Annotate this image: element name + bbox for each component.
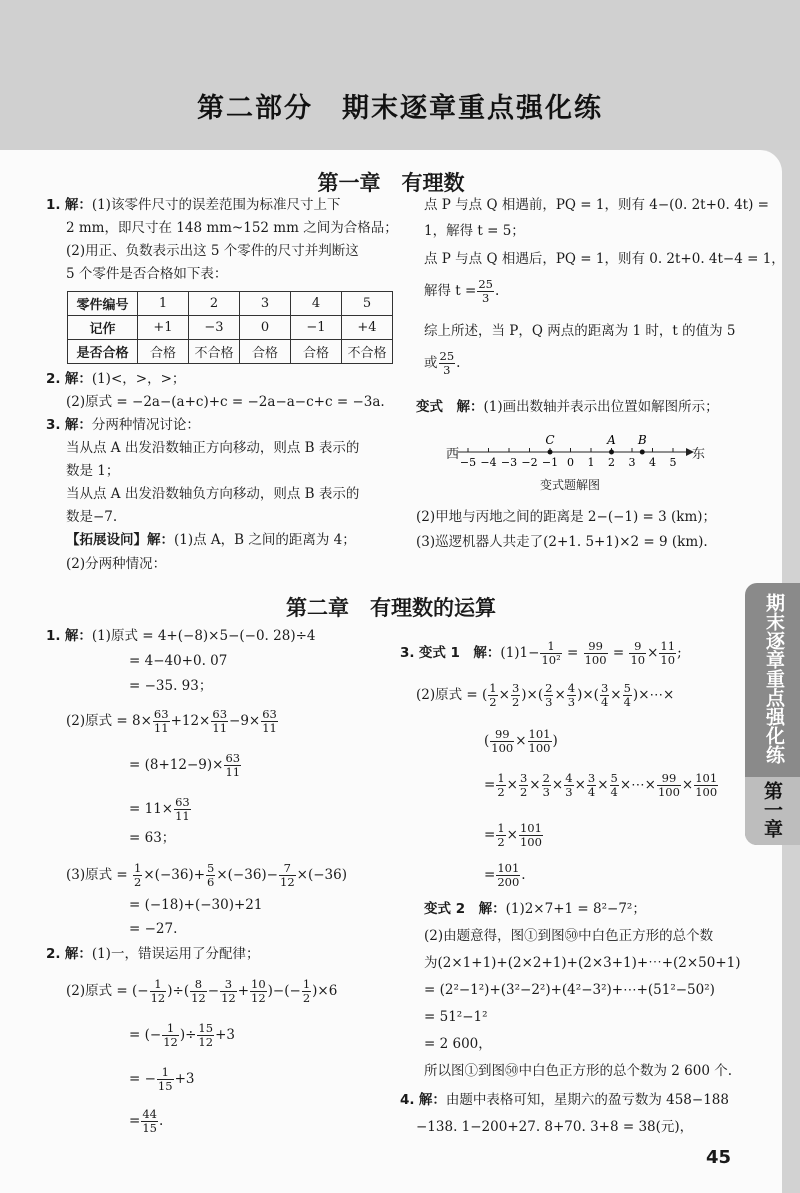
- c2-v2-line-1: 变式 2 解：(1)2×7+1 = 8²−7²；: [424, 901, 646, 917]
- side-tab-label: 期末逐章重点强化练: [763, 593, 785, 764]
- q3-line-4: 当从点 A 出发沿数轴负方向移动，则点 B 表示的: [66, 486, 360, 502]
- c2-q3-line-2: (2)原式 = ( $\frac{1}{2}$ × $\frac{3}{2}$ )×( $\frac{2}{3}$ × $\frac{4}{3}$ )×( $\frac{3}{4}$ × $\frac{5}{4}$ )×⋯×: [416, 681, 675, 709]
- table-cell: 合格: [240, 340, 291, 364]
- tick-label: −1: [541, 456, 559, 469]
- table-cell: 0: [240, 316, 291, 340]
- c2-q2-line-4: = − $\frac{1}{15}$ +3: [129, 1065, 195, 1093]
- c2-q1-line-5: = (8+12−9)× $\frac{63}{11}$: [129, 751, 241, 779]
- parts-table: [67, 291, 393, 364]
- table-row: [68, 316, 393, 340]
- table-cell: −3: [189, 316, 240, 340]
- east-label: 东: [692, 447, 706, 462]
- c2-v2-line-4: = (2²−1²)+(3²−2²)+(4²−3²)+⋯+(51²−50²): [424, 982, 715, 998]
- c2-q3-line-5: = $\frac{1}{2}$ × $\frac{101}{100}$: [484, 821, 542, 849]
- tick-label: 4: [649, 456, 656, 469]
- c2-q3-line-6: = $\frac{101}{200}$ .: [484, 861, 526, 889]
- number-line-figure: [446, 430, 706, 478]
- point-marker: [640, 450, 645, 455]
- tick-label: 3: [628, 456, 636, 469]
- c2-v2-line-5: = 51²−1²: [424, 1009, 488, 1025]
- c2-q2-line-5: = $\frac{44}{15}$ .: [129, 1107, 164, 1135]
- table-cell: 不合格: [342, 340, 393, 364]
- c2-v2-line-6: = 2 600，: [424, 1036, 492, 1052]
- c2-q2-line-2: (2)原式 = (− $\frac{1}{12}$ )÷( $\frac{8}{12}$ − $\frac{3}{12}$ + $\frac{10}{12}$ )−(− $\frac{1}{2}$ )×6: [66, 977, 338, 1005]
- point-label: B: [637, 433, 647, 447]
- c2-q3-line-1: 3. 变式 1 解：(1)1− $\frac{1}{\text{10²}}$ = $\frac{99}{100}$ = $\frac{9}{10}$ × $\frac{11}{10}$ ;: [400, 639, 682, 667]
- c2-q1-line-8: (3)原式 = $\frac{1}{2}$ ×(−36)+ $\frac{5}{6}$ ×(−36)− $\frac{7}{12}$ ×(−36): [66, 861, 347, 889]
- q3-line-2: 当从点 A 出发沿数轴正方向移动，则点 B 表示的: [66, 440, 360, 456]
- c2-q1-line-1: 1. 解：(1)原式 = 4+(−8)×5−(−0. 28)÷4: [46, 628, 316, 644]
- c2-q1-line-3: = −35. 93；: [129, 678, 213, 694]
- table-cell: 1: [138, 292, 189, 316]
- point-marker: [609, 450, 614, 455]
- figure-caption: 变式题解图: [540, 478, 601, 492]
- table-cell: 合格: [138, 340, 189, 364]
- c2-q2-line-3: = (− $\frac{1}{12}$ )÷ $\frac{15}{12}$ +3: [129, 1021, 235, 1049]
- c2-v2-line-2: (2)由题意得，图①到图㊿中白色正方形的总个数: [424, 928, 714, 944]
- variant-line-3: (3)巡逻机器人共走了(2+1. 5+1)×2 = 9 (km).: [416, 534, 708, 550]
- q1-line-4: 5 个零件是否合格如下表：: [66, 266, 228, 282]
- header-banner: [0, 0, 800, 150]
- table-row: [68, 340, 393, 364]
- page-number: 45: [706, 1147, 732, 1168]
- west-label: 西: [446, 447, 460, 462]
- c2-q2-line-1: 2. 解：(1)一，错误运用了分配律；: [46, 946, 260, 962]
- c2-q1-line-9: = (−18)+(−30)+21: [129, 897, 263, 913]
- q3-line-5: 数是−7.: [66, 509, 118, 525]
- r1-line-2: 1，解得 t = 5；: [424, 223, 525, 239]
- side-tab-chapter: 第一章: [745, 777, 800, 845]
- tick-label: 5: [669, 456, 677, 469]
- tick-label: 0: [567, 456, 574, 469]
- table-cell: −1: [291, 316, 342, 340]
- point-label: A: [607, 433, 616, 447]
- table-cell: 合格: [291, 340, 342, 364]
- table-cell: 5: [342, 292, 393, 316]
- chapter-1-title: 第一章 有理数: [317, 171, 465, 195]
- side-tab[interactable]: [745, 583, 800, 845]
- c2-q1-line-7: = 63；: [129, 830, 176, 846]
- tick-label: −2: [521, 456, 538, 469]
- number-line: [446, 430, 706, 478]
- table-cell: 不合格: [189, 340, 240, 364]
- table-cell: +4: [342, 316, 393, 340]
- variant-line-2: (2)甲地与丙地之间的距离是 2−(−1) = 3 (km)；: [416, 509, 717, 525]
- table-cell: 零件编号: [68, 292, 138, 316]
- c2-q4-line-2: −138. 1−200+27. 8+70. 3+8 = 38(元)，: [416, 1119, 694, 1135]
- tick-label: −3: [500, 456, 518, 469]
- table-cell: 2: [189, 292, 240, 316]
- q3-line-3: 数是 1；: [66, 463, 120, 479]
- q2-line-1: 2. 解：(1)<，>，>；: [46, 371, 186, 387]
- q1-line-2: 2 mm，即尺寸在 148 mm~152 mm 之间为合格品；: [66, 220, 398, 236]
- table-row: [68, 292, 393, 316]
- c2-v2-line-3: 为(2×1+1)+(2×2+1)+(2×3+1)+⋯+(2×50+1): [424, 955, 741, 971]
- c2-v2-line-7: 所以图①到图㊿中白色正方形的总个数为 2 600 个.: [424, 1063, 733, 1079]
- q2-line-2: (2)原式 = −2a−(a+c)+c = −2a−a−c+c = −3a.: [66, 394, 385, 410]
- point-label: C: [545, 433, 555, 447]
- table-cell: 是否合格: [68, 340, 138, 364]
- c2-q3-line-3: ( $\frac{99}{100}$ × $\frac{101}{100}$ ): [484, 727, 558, 755]
- variant-line-1: 变式 解：(1)画出数轴并表示出位置如解图所示；: [416, 399, 719, 415]
- q3-line-1: 3. 解：分两种情况讨论：: [46, 417, 200, 433]
- page-title: 第二部分 期末逐章重点强化练: [197, 93, 603, 124]
- c2-q1-line-4: (2)原式 = 8× $\frac{63}{11}$ +12× $\frac{63}{11}$ −9× $\frac{63}{11}$: [66, 707, 277, 735]
- tick-label: 1: [587, 456, 595, 469]
- chapter-2-title: 第二章 有理数的运算: [286, 596, 496, 620]
- point-marker: [548, 450, 553, 455]
- c2-q1-line-2: = 4−40+0. 07: [129, 653, 228, 669]
- r1-line-4: 解得 t = $\frac{25}{3}$ .: [424, 277, 500, 305]
- r1-line-6: 或 $\frac{25}{3}$ .: [424, 349, 461, 377]
- q3-extension-line-2: (2)分两种情况：: [66, 556, 167, 572]
- c2-q3-line-4: = $\frac{1}{2}$ × $\frac{3}{2}$ × $\frac{2}{3}$ × $\frac{4}{3}$ × $\frac{3}{4}$ × $\frac{5}{4}$ ×⋯× $\frac{99}{100}$ × $\frac{101}{100}$: [484, 771, 718, 799]
- r1-line-3: 点 P 与点 Q 相遇后，PQ = 1，则有 0. 2t+0. 4t−4 = 1，: [424, 251, 785, 267]
- c2-q4-line-1: 4. 解：由题中表格可知，星期六的盈亏数为 458−188: [400, 1092, 729, 1108]
- c2-q1-line-6: = 11× $\frac{63}{11}$: [129, 795, 190, 823]
- tick-label: 2: [608, 456, 615, 469]
- q3-extension-line: 【拓展设问】解：(1)点 A，B 之间的距离为 4；: [66, 532, 356, 548]
- table-cell: 3: [240, 292, 291, 316]
- c2-q1-line-10: = −27.: [129, 921, 178, 937]
- r1-line-1: 点 P 与点 Q 相遇前，PQ = 1，则有 4−(0. 2t+0. 4t) =: [424, 197, 769, 213]
- tick-label: −5: [459, 456, 477, 469]
- q1-line-3: (2)用正、负数表示出这 5 个零件的尺寸并判断这: [66, 243, 359, 259]
- table-cell: +1: [138, 316, 189, 340]
- r1-line-5: 综上所述，当 P，Q 两点的距离为 1 时，t 的值为 5: [424, 323, 736, 339]
- tick-label: −4: [480, 456, 497, 469]
- table-cell: 4: [291, 292, 342, 316]
- table-cell: 记作: [68, 316, 138, 340]
- q1-line-1: 1. 解：(1)该零件尺寸的误差范围为标准尺寸上下: [46, 197, 341, 213]
